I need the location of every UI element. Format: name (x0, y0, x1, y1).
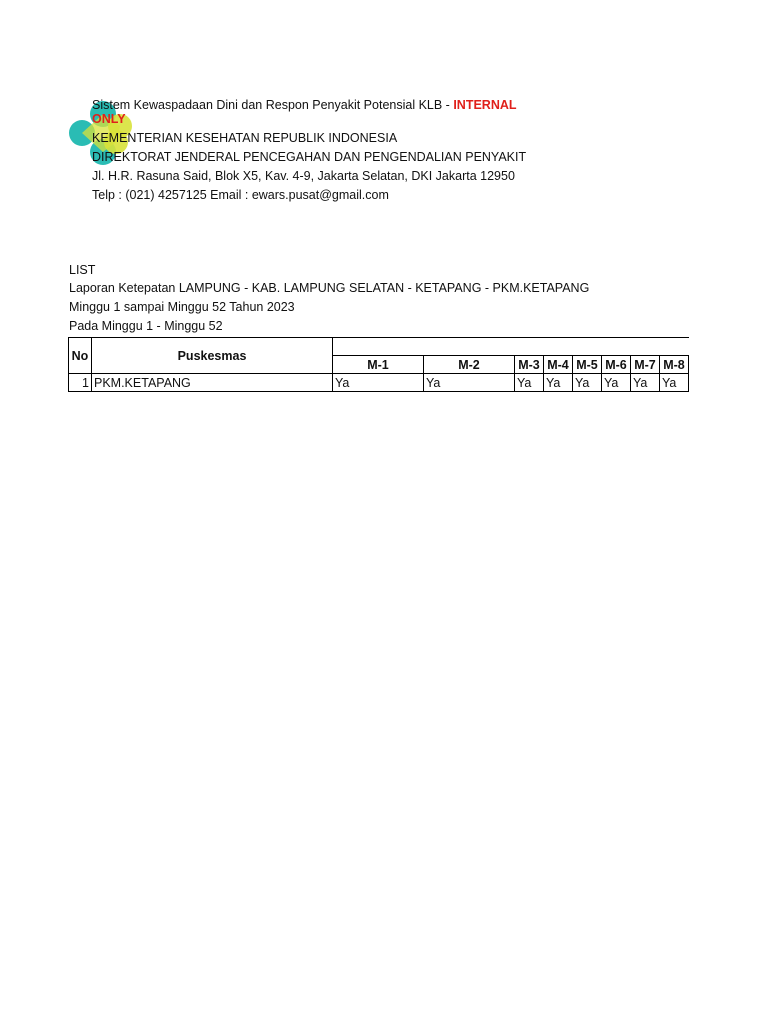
header-system-name: Sistem Kewaspadaan Dini dan Respon Penyakit Potensial KLB - (92, 98, 454, 112)
ministry-name: KEMENTERIAN KESEHATAN REPUBLIK INDONESIA (92, 131, 398, 145)
col-header-week: M-7 (631, 356, 660, 374)
week-group-header (333, 338, 689, 356)
col-header-week: M-6 (602, 356, 631, 374)
col-header-week: M-4 (544, 356, 573, 374)
row-week-value: Ya (333, 374, 424, 392)
table-row (69, 374, 689, 392)
address: Jl. H.R. Rasuna Said, Blok X5, Kav. 4-9, Jakarta Selatan, DKI Jakarta 12950 (92, 169, 515, 183)
row-puskesmas: PKM.KETAPANG (92, 374, 333, 392)
row-week-value: Ya (602, 374, 631, 392)
directorate-name: DIREKTORAT JENDERAL PENCEGAHAN DAN PENGENDALIAN PENYAKIT (92, 150, 527, 164)
row-week-value: Ya (660, 374, 689, 392)
list-label: LIST (69, 263, 96, 277)
only-label: ONLY (92, 112, 126, 126)
internal-label: INTERNAL (453, 98, 517, 112)
col-header-week: M-2 (424, 356, 515, 374)
col-header-puskesmas: Puskesmas (92, 338, 333, 374)
row-week-value: Ya (515, 374, 544, 392)
row-week-value: Ya (631, 374, 660, 392)
col-header-no: No (69, 338, 92, 374)
report-table (68, 337, 689, 392)
row-week-value: Ya (544, 374, 573, 392)
report-title: Laporan Ketepatan LAMPUNG - KAB. LAMPUNG SELATAN - KETAPANG - PKM.KETAPANG (69, 281, 590, 295)
row-no: 1 (69, 374, 92, 392)
row-week-value: Ya (573, 374, 602, 392)
contact-info: Telp : (021) 4257125 Email : ewars.pusat@gmail.com (92, 188, 389, 202)
col-header-week: M-1 (333, 356, 424, 374)
col-header-week: M-3 (515, 356, 544, 374)
report-period: Pada Minggu 1 - Minggu 52 (69, 319, 223, 333)
row-week-value: Ya (424, 374, 515, 392)
col-header-week: M-8 (660, 356, 689, 374)
report-range: Minggu 1 sampai Minggu 52 Tahun 2023 (69, 300, 295, 314)
col-header-week: M-5 (573, 356, 602, 374)
header-line-1 (92, 98, 517, 113)
